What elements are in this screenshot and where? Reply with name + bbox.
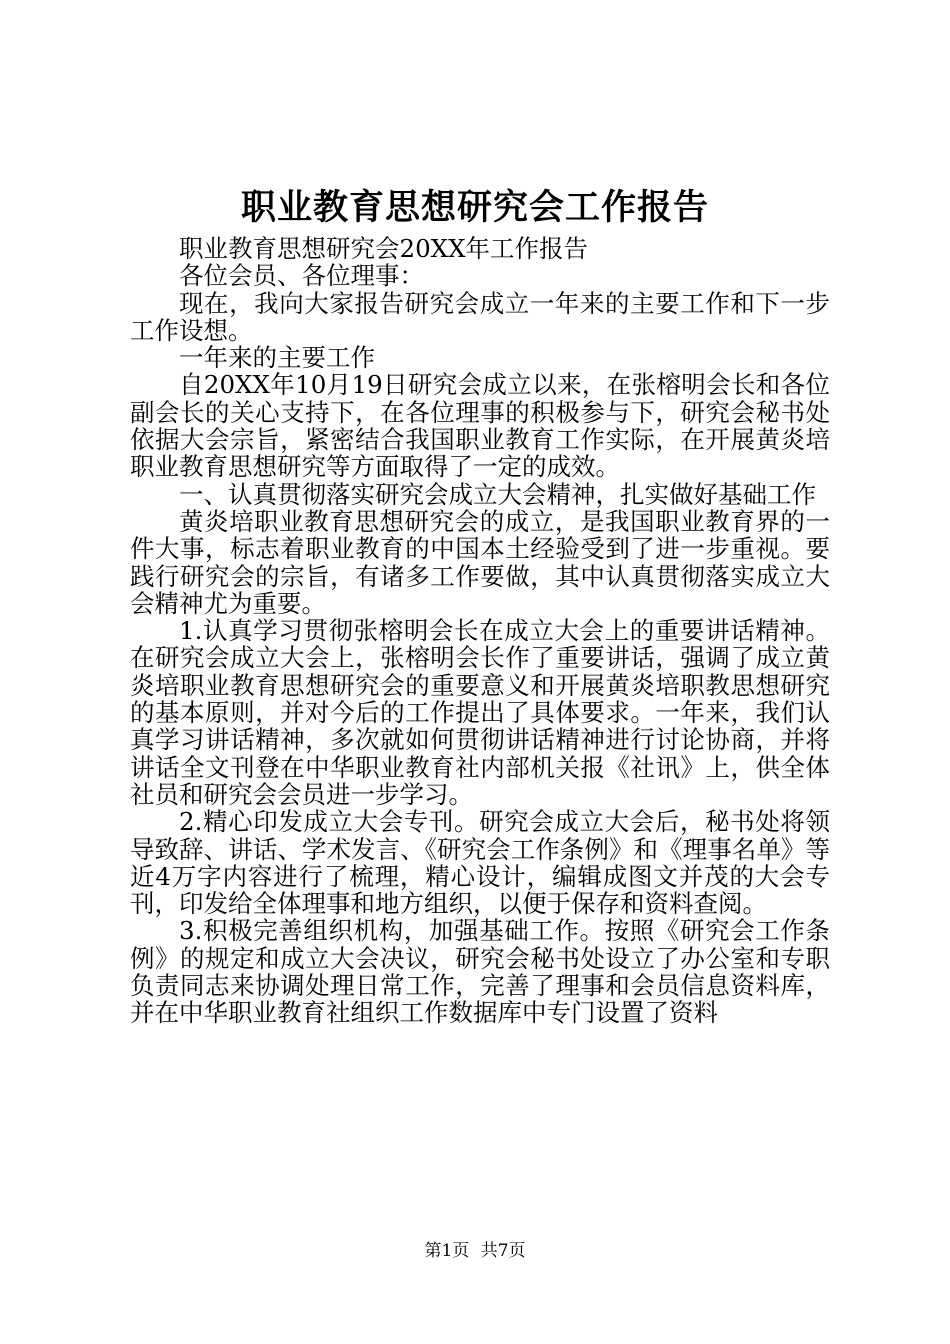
document-title: 职业教育思想研究会工作报告	[240, 187, 709, 228]
paragraph: 一年来的主要工作	[179, 343, 375, 373]
paragraph: 黄炎培职业教育思想研究会的成立，是我国职业教育界的一件大事，标志着职业教育的中国本土经验受到了进一步重视。要践行研究会的宗旨，有诸多工作要做，其中认真贯彻落实成立大会精神尤为重要。	[130, 506, 830, 618]
section-heading: 一、认真贯彻落实研究会成立大会精神，扎实做好基础工作	[179, 479, 816, 509]
paragraph: 职业教育思想研究会20XX年工作报告	[179, 234, 589, 263]
page-footer	[0, 1240, 950, 1262]
page-number: 第1页	[424, 1241, 470, 1261]
paragraph: 现在，我向大家报告研究会成立一年来的主要工作和下一步工作设想。	[130, 288, 830, 345]
paragraph: 3.积极完善组织机构，加强基础工作。按照《研究会工作条例》的规定和成立大会决议，研究会秘书处设立了办公室和专职负责同志来协调处理日常工作，完善了理事和会员信息资料库，并在中华职业教育社组织工作数据库中专门设置了资料	[130, 916, 830, 1028]
page-total: 共7页	[480, 1241, 526, 1261]
paragraph: 2.精心印发成立大会专刊。研究会成立大会后，秘书处将领导致辞、讲话、学术发言、《研究会工作条例》和《理事名单》等近4万字内容进行了梳理，精心设计，编辑成图文并茂的大会专刊，印发给全体理事和地方组织，以便于保存和资料查阅。	[130, 807, 830, 919]
paragraph: 各位会员、各位理事：	[179, 261, 424, 291]
document-body	[130, 235, 830, 1027]
paragraph: 1.认真学习贯彻张榕明会长在成立大会上的重要讲话精神。在研究会成立大会上，张榕明会长作了重要讲话，强调了成立黄炎培职业教育思想研究会的重要意义和开展黄炎培职教思想研究的基本原则，并对今后的工作提出了具体要求。一年来，我们认真学习讲话精神，多次就如何贯彻讲话精神进行讨论协商，并将讲话全文刊登在中华职业教育社内部机关报《社讯》上，供全体社员和研究会会员进一步学习。	[130, 616, 830, 809]
paragraph: 自20XX年10月19日研究会成立以来，在张榕明会长和各位副会长的关心支持下，在各位理事的积极参与下，研究会秘书处依据大会宗旨，紧密结合我国职业教育工作实际，在开展黄炎培职业教育思想研究等方面取得了一定的成效。	[130, 370, 830, 482]
